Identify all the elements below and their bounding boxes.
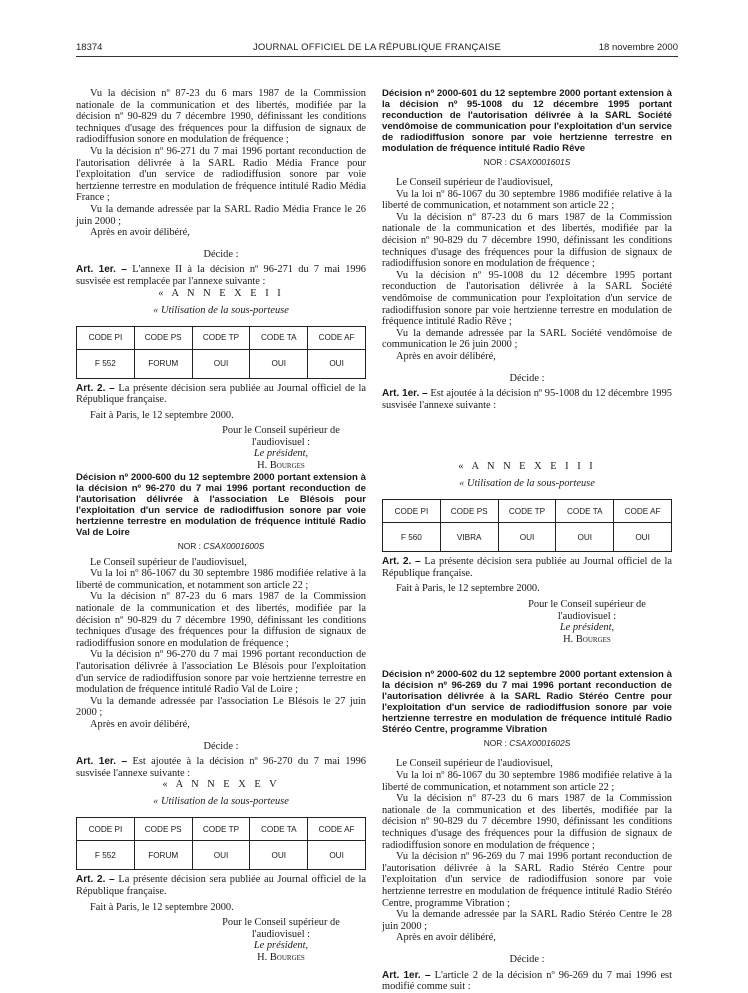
table-header-row <box>77 818 366 841</box>
article-label: Art. 1er. – <box>76 756 128 768</box>
deliberation-line: Après en avoir délibéré, <box>396 932 496 944</box>
decide-heading: Décide : <box>203 740 239 752</box>
visa-paragraph: Vu la décision nº 96-270 du 7 mai 1996 portant reconduction de l'autorisation délivrée à l'association Le Blésois pour l'exploitation d'un service de radiodiffusion sonore par voie hertzienne terrestre en modulation de fréquence intitulé Radio Val de Loire ; <box>76 649 366 696</box>
decide-heading: Décide : <box>509 372 545 384</box>
article-text: La présente décision sera publiée au Journal officiel de la République française. <box>76 874 366 897</box>
signature-block <box>196 917 366 963</box>
table-cell: FORUM <box>134 841 192 870</box>
annexe-title: « A N N E X E I I <box>158 287 284 299</box>
decide-heading: Décide : <box>203 248 239 260</box>
visa-paragraph: Vu la décision nº 96-269 du 7 mai 1996 portant reconduction de l'autorisation délivrée à la SARL Radio Stéréo Centre pour l'exploitation d'un service de radiodiffusion sonore par voie hertzienne terrestre en modulation de fréquence intitulé Radio Stéréo Centre, programme Vibration ; <box>382 851 672 909</box>
signature-for: Pour le Conseil supérieur de l'audiovisuel : <box>222 425 340 448</box>
table-cell: F 560 <box>383 523 441 552</box>
annexe-subtitle: « Utilisation de la sous-porteuse <box>153 796 289 808</box>
article-label: Art. 1er. – <box>76 264 127 276</box>
column-header: CODE AF <box>308 818 366 841</box>
column-header: CODE AF <box>614 500 672 523</box>
signature-name: H. Bourges <box>563 633 611 645</box>
signature-for: Pour le Conseil supérieur de l'audiovisuel : <box>528 599 646 622</box>
column-header: CODE TA <box>556 500 614 523</box>
table-cell: OUI <box>556 523 614 552</box>
page-header <box>76 42 678 56</box>
article-1 <box>76 756 366 779</box>
table-cell: OUI <box>308 841 366 870</box>
article-1 <box>382 388 672 411</box>
council-line: Le Conseil supérieur de l'audiovisuel, <box>396 177 553 188</box>
table-row <box>383 523 672 552</box>
visa-paragraph: Vu la loi nº 86-1067 du 30 septembre 1986 modifiée relative à la liberté de communication, et notamment son article 22 ; <box>382 188 672 212</box>
subcarrier-table <box>76 326 366 379</box>
visa-paragraph: Vu la demande adressée par la SARL Société vendômoise de communication le 26 juin 2000 ; <box>382 327 672 351</box>
visa-paragraph: Vu la décision nº 87-23 du 6 mars 1987 de la Commission nationale de la communication et des libertés, modifiée par la décision nº 90-829 du 7 décembre 1990, définissant les conditions techniques d'usage des fréquences pour la diffusion de signaux de radiodiffusion sonore en modulation de fréquence ; <box>76 591 366 649</box>
decision-title: Décision nº 2000-601 du 12 septembre 2000 portant extension à la décision nº 95-1008 du 12 décembre 1995 portant reconduction de l'autorisation délivrée à la SARL Société vendômoise de communication pour l'exploitation d'un service de radiodiffusion sonore par voie hertzienne terrestre en modulation de fréquence intitulé Radio Rêve <box>382 88 672 154</box>
column-header: CODE PS <box>134 818 192 841</box>
table-cell: OUI <box>614 523 672 552</box>
table-cell: F 552 <box>77 841 135 870</box>
done-at-line: Fait à Paris, le 12 septembre 2000. <box>396 583 540 595</box>
column-header: CODE TP <box>192 818 250 841</box>
article-text: La présente décision sera publiée au Journal officiel de la République française. <box>382 556 672 579</box>
deliberation-line: Après en avoir délibéré, <box>90 718 190 730</box>
column-header: CODE PS <box>134 326 192 349</box>
table-cell: OUI <box>192 349 250 378</box>
article-1 <box>76 264 366 287</box>
signature-role: Le président, <box>253 448 309 460</box>
table-cell: OUI <box>250 841 308 870</box>
column-header: CODE TP <box>498 500 556 523</box>
done-at-line: Fait à Paris, le 12 septembre 2000. <box>90 901 234 913</box>
table-cell: OUI <box>192 841 250 870</box>
table-cell: OUI <box>308 349 366 378</box>
column-header: CODE TA <box>250 326 308 349</box>
article-label: Art. 1er. – <box>382 969 431 981</box>
visa-paragraph: Vu la décision nº 96-271 du 7 mai 1996 portant reconduction de l'autorisation délivrée à la SARL Radio Média France pour l'exploitation d'un service de radiodiffusion sonore par voie hertzienne terrestre en modulation de fréquence intitulé Radio Média France ; <box>76 145 366 204</box>
journal-title: JOURNAL OFFICIEL DE LA RÉPUBLIQUE FRANÇAISE <box>252 42 502 53</box>
table-cell: FORUM <box>134 349 192 378</box>
article-2 <box>76 383 366 406</box>
table-cell: OUI <box>498 523 556 552</box>
nor-reference <box>382 738 672 748</box>
visa-paragraph: Vu la décision nº 87-23 du 6 mars 1987 de la Commission nationale de la communication et des libertés, modifiée par la décision nº 90-829 du 7 décembre 1990, définissant les conditions techniques d'usage des fréquences pour la diffusion de signaux de radiodiffusion sonore en modulation de fréquence ; <box>382 211 672 270</box>
page-number: 18374 <box>76 42 103 53</box>
signature-block <box>502 599 672 645</box>
council-line: Le Conseil supérieur de l'audiovisuel, <box>396 758 553 770</box>
column-header: CODE TP <box>192 326 250 349</box>
deliberation-line: Après en avoir délibéré, <box>396 350 496 362</box>
article-label: Art. 2. – <box>76 874 115 886</box>
visa-paragraph: Vu la demande adressée par la SARL Radio Média France le 26 juin 2000 ; <box>76 203 366 227</box>
article-2 <box>382 556 672 579</box>
subcarrier-table <box>76 817 366 870</box>
annexe-title: « A N N E X E V <box>162 779 280 791</box>
signature-role: Le président, <box>559 622 615 634</box>
done-at-line: Fait à Paris, le 12 septembre 2000. <box>90 409 234 421</box>
article-2 <box>76 874 366 897</box>
visa-paragraph: Vu la demande adressée par la SARL Radio Stéréo Centre le 28 juin 2000 ; <box>382 909 672 932</box>
nor-label: NOR : <box>177 540 201 551</box>
nor-label: NOR : <box>483 738 507 749</box>
article-label: Art. 1er. – <box>382 388 428 400</box>
deliberation-line: Après en avoir délibéré, <box>90 227 190 239</box>
table-cell: OUI <box>250 349 308 378</box>
signature-name: H. Bourges <box>257 951 305 963</box>
annexe-subtitle: « Utilisation de la sous-porteuse <box>153 304 289 316</box>
signature-for: Pour le Conseil supérieur de l'audiovisuel : <box>222 917 340 940</box>
table-header-row <box>77 326 366 349</box>
decision-title: Décision nº 2000-600 du 12 septembre 2000 portant extension à la décision nº 96-270 du 7 mai 1996 portant reconduction de l'autorisation délivrée à l'association Le Blésois pour l'exploitation d'un service de radiodiffusion sonore par voie hertzienne terrestre en modulation de fréquence intitulé Radio Val de Loire <box>76 471 366 538</box>
council-line: Le Conseil supérieur de l'audiovisuel, <box>90 556 247 568</box>
visa-paragraph: Vu la demande adressée par l'association Le Blésois le 27 juin 2000 ; <box>76 695 366 719</box>
left-column <box>76 88 366 964</box>
visa-paragraph: Vu la décision nº 95-1008 du 12 décembre 1995 portant reconduction de l'autorisation délivrée à la SARL Société vendômoise de communication pour l'exploitation d'un service de radiodiffusion sonore par voie hertzienne terrestre en modulation de fréquence intitulé Radio Rêve ; <box>382 269 672 328</box>
table-cell: F 552 <box>77 349 135 378</box>
signature-name: H. Bourges <box>257 460 305 472</box>
subcarrier-table <box>382 499 672 552</box>
annexe-subtitle: « Utilisation de la sous-porteuse <box>459 478 595 490</box>
table-cell: VIBRA <box>440 523 498 552</box>
visa-paragraph: Vu la décision nº 87-23 du 6 mars 1987 de la Commission nationale de la communication et des libertés, modifiée par la décision nº 90-829 du 7 décembre 1990, définissant les conditions techniques d'usage des fréquences pour la diffusion de signaux de radiodiffusion sonore en modulation de fréquence ; <box>76 88 366 146</box>
visa-paragraph: Vu la loi nº 86-1067 du 30 septembre 1986 modifiée relative à la liberté de communication, et notamment son article 22 ; <box>76 568 366 591</box>
nor-label: NOR : <box>483 157 507 167</box>
article-label: Art. 2. – <box>76 382 115 394</box>
article-label: Art. 2. – <box>382 556 421 568</box>
article-text: Est ajoutée à la décision nº 96-270 du 7 mai 1996 susvisée l'annexe suivante : <box>76 756 366 779</box>
article-text: La présente décision sera publiée au Journal officiel de la République française. <box>76 382 366 406</box>
article-text: Est ajoutée à la décision nº 95-1008 du 12 décembre 1995 susvisée l'annexe suivante : <box>382 388 672 411</box>
annexe-title: « A N N E X E I I I <box>458 461 596 473</box>
issue-date: 18 novembre 2000 <box>598 42 678 53</box>
column-header: CODE PI <box>77 818 135 841</box>
header-rule <box>76 56 678 57</box>
column-header: CODE PI <box>77 326 135 349</box>
nor-code: CSAX0001602S <box>509 738 571 749</box>
nor-reference <box>76 541 366 551</box>
decide-heading: Décide : <box>509 953 545 965</box>
nor-reference <box>382 157 672 167</box>
article-text: L'annexe II à la décision nº 96-271 du 7 mai 1996 susvisée est remplacée par l'annexe suivante : <box>76 264 367 287</box>
nor-code: CSAX0001601S <box>509 157 571 167</box>
table-row <box>77 349 366 378</box>
column-header: CODE TA <box>250 818 308 841</box>
signature-role: Le président, <box>253 940 309 952</box>
column-header: CODE PI <box>383 500 441 523</box>
column-header: CODE AF <box>308 326 366 349</box>
column-header: CODE PS <box>440 500 498 523</box>
article-1 <box>382 970 672 993</box>
right-column <box>382 88 672 993</box>
table-header-row <box>383 500 672 523</box>
visa-paragraph: Vu la loi nº 86-1067 du 30 septembre 1986 modifiée relative à la liberté de communication, et notamment son article 22 ; <box>382 770 672 793</box>
table-row <box>77 841 366 870</box>
decision-title: Décision nº 2000-602 du 12 septembre 2000 portant extension à la décision nº 96-269 du 7 mai 1996 portant reconduction de l'autorisation délivrée à la SARL Radio Stéréo Centre pour l'exploitation d'un service de radiodiffusion sonore par voie hertzienne terrestre en modulation de fréquence intitulé Radio Stéréo Centre, programme Vibration <box>382 669 672 736</box>
visa-paragraph: Vu la décision nº 87-23 du 6 mars 1987 de la Commission nationale de la communication et des libertés, modifiée par la décision nº 90-829 du 7 décembre 1990, définissant les conditions techniques d'usage des fréquences pour la diffusion de signaux de radiodiffusion sonore en modulation de fréquence ; <box>382 793 672 851</box>
nor-code: CSAX0001600S <box>203 540 265 551</box>
article-text: L'article 2 de la décision nº 96-269 du 7 mai 1996 est modifié comme suit : <box>382 969 672 993</box>
signature-block <box>196 425 366 471</box>
